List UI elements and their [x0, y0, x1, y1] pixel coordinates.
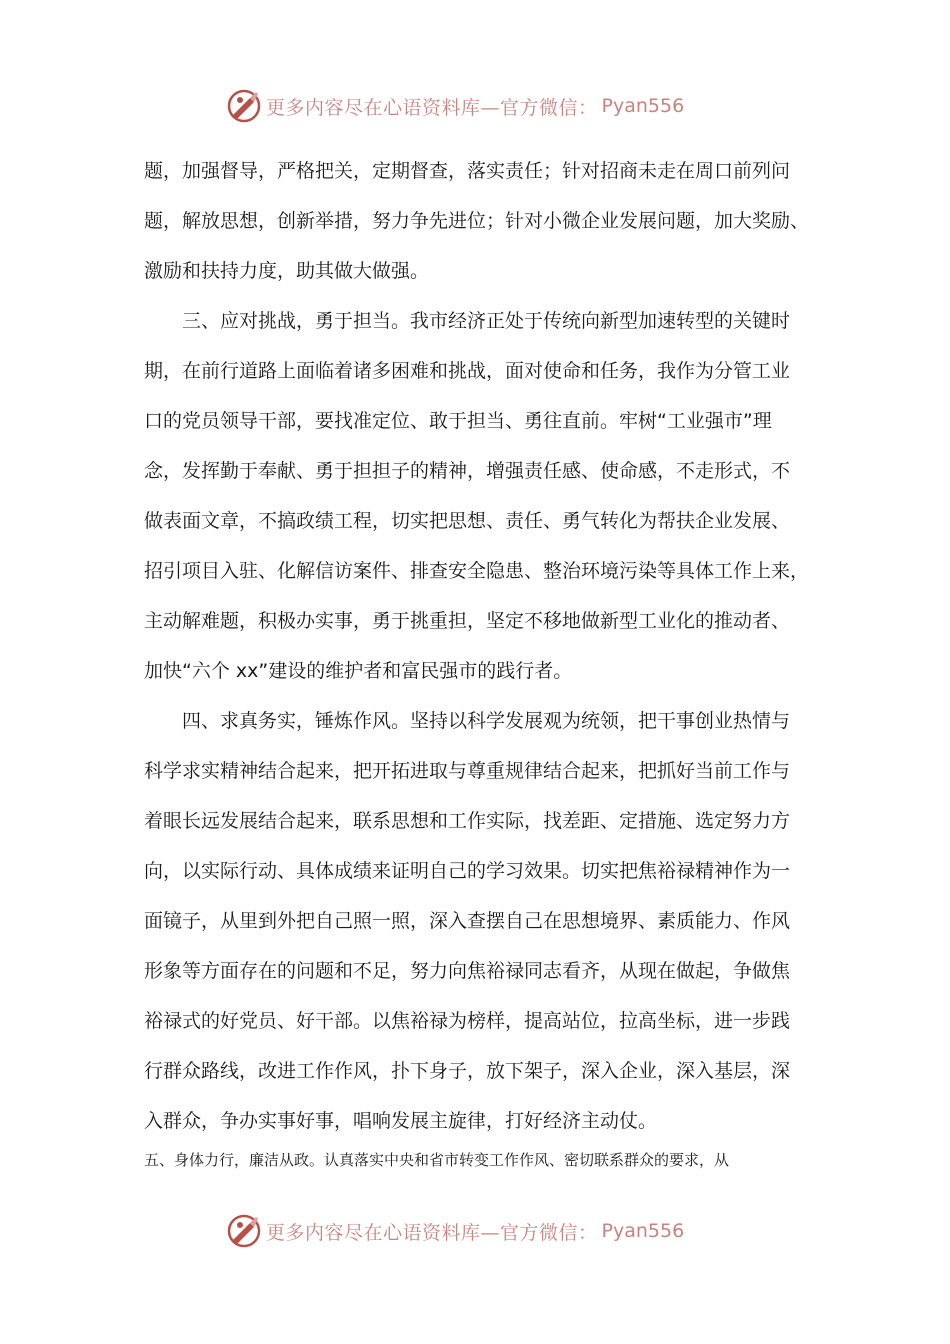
- watermark-text: 更多内容尽在心语资料库—官方微信：: [266, 1221, 598, 1244]
- footer-watermark: [226, 1211, 684, 1251]
- body-line: 题，加强督导，严格把关，定期督查，落实责任；针对招商未走在周口前列问: [144, 160, 791, 182]
- watermark-wechat-id: Pyan556: [601, 1220, 685, 1242]
- paragraph-heading-line: 五、身体力行，廉洁从政。认真落实中央和省市转变工作作风、密切联系群众的要求，从: [144, 1151, 730, 1169]
- body-line: 激励和扶持力度，助其做大做强。: [144, 260, 430, 282]
- header-watermark: [226, 86, 684, 126]
- body-line: 加快“六个 xx”建设的维护者和富民强市的践行者。: [144, 660, 573, 682]
- body-line: 行群众路线，改进工作作风，扑下身子，放下架子，深入企业，深入基层，深: [144, 1060, 791, 1082]
- body-line: 念，发挥勤于奉献、勇于担担子的精神，增强责任感、使命感，不走形式，不: [144, 460, 791, 482]
- body-line: 入群众，争办实事好事，唱响发展主旋律，打好经济主动仗。: [144, 1110, 658, 1132]
- paragraph-heading-line: 四、求真务实，锤炼作风。坚持以科学发展观为统领，把干事创业热情与: [182, 710, 791, 732]
- body-line: 科学求实精神结合起来，把开拓进取与尊重规律结合起来，把抓好当前工作与: [144, 760, 791, 782]
- body-line: 招引项目入驻、化解信访案件、排查安全隐患、整治环境污染等具体工作上来，: [144, 560, 810, 582]
- watermark-text: 更多内容尽在心语资料库—官方微信：: [266, 96, 598, 119]
- body-line: 期，在前行道路上面临着诸多困难和挑战，面对使命和任务，我作为分管工业: [144, 360, 791, 382]
- body-line: 面镜子，从里到外把自己照一照，深入查摆自己在思想境界、素质能力、作风: [144, 910, 791, 932]
- body-line: 着眼长远发展结合起来，联系思想和工作实际，找差距、定措施、选定努力方: [144, 810, 791, 832]
- pen-logo-icon: [226, 88, 262, 124]
- watermark-wechat-id: Pyan556: [601, 95, 685, 117]
- pen-logo-icon: [226, 1213, 262, 1249]
- body-line: 形象等方面存在的问题和不足，努力向焦裕禄同志看齐，从现在做起，争做焦: [144, 960, 791, 982]
- body-line: 口的党员领导干部，要找准定位、敢于担当、勇往直前。牢树“工业强市”理: [144, 410, 772, 432]
- body-line: 裕禄式的好党员、好干部。以焦裕禄为榜样，提高站位，拉高坐标，进一步践: [144, 1010, 791, 1032]
- paragraph-heading-line: 三、应对挑战，勇于担当。我市经济正处于传统向新型加速转型的关键时: [182, 310, 791, 332]
- body-line: 题，解放思想，创新举措，努力争先进位；针对小微企业发展问题，加大奖励、: [144, 210, 810, 232]
- body-line: 向，以实际行动、具体成绩来证明自己的学习效果。切实把焦裕禄精神作为一: [144, 860, 791, 882]
- body-line: 主动解难题，积极办实事，勇于挑重担，坚定不移地做新型工业化的推动者、: [144, 610, 791, 632]
- body-line: 做表面文章，不搞政绩工程，切实把思想、责任、勇气转化为帮扶企业发展、: [144, 510, 791, 532]
